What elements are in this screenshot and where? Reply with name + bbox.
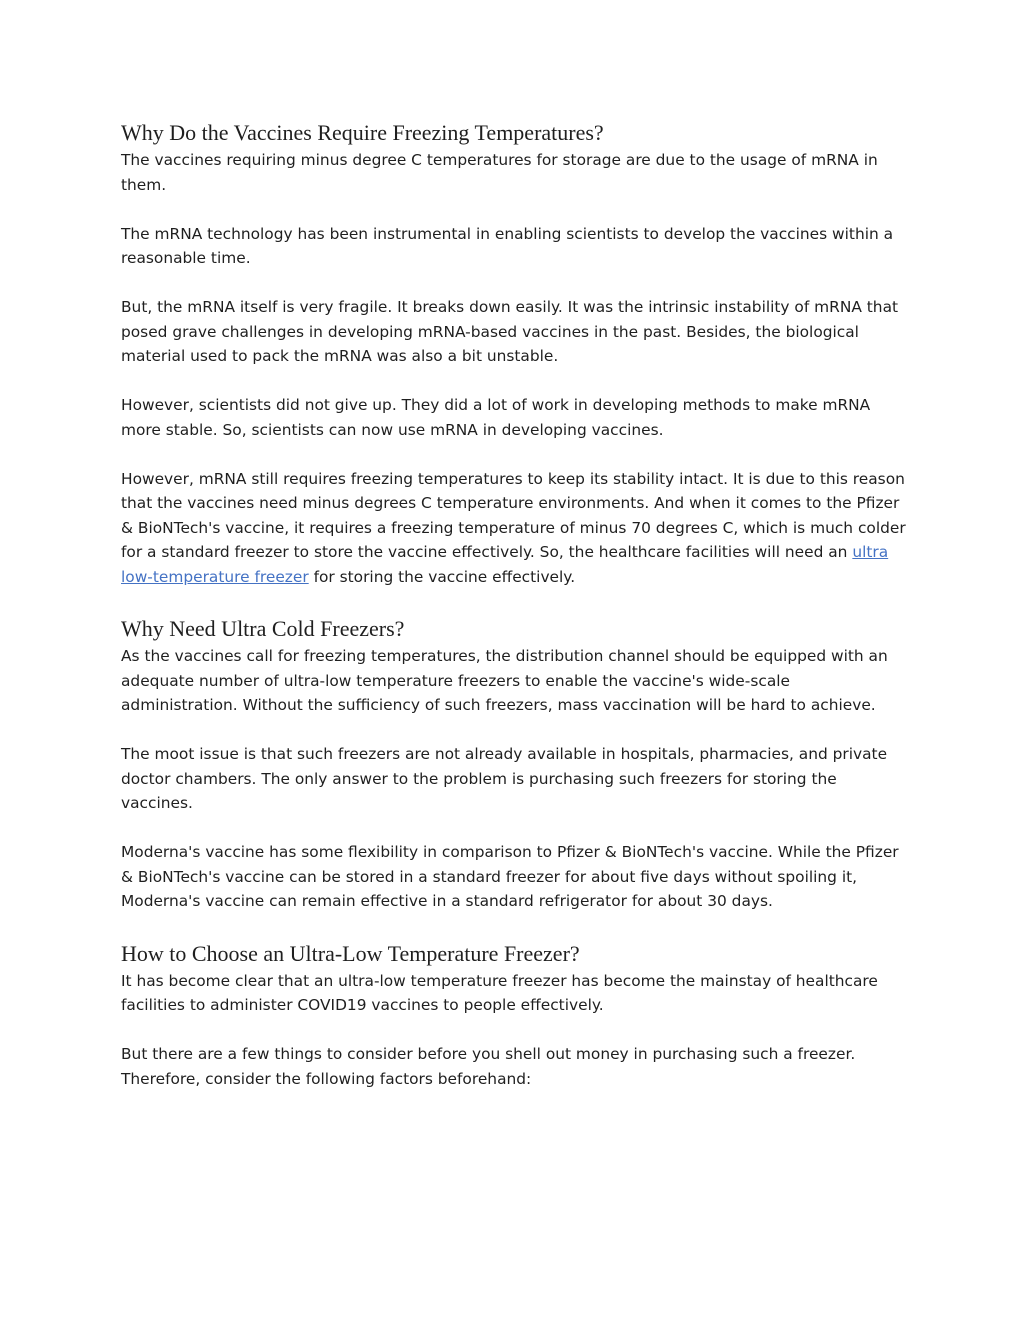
section-heading-choose-freezer: How to Choose an Ultra-Low Temperature Freezer? xyxy=(121,940,580,966)
document-page xyxy=(121,118,911,1091)
paragraph-with-link xyxy=(121,467,911,590)
paragraph: As the vaccines call for freezing temperatures, the distribution channel should be equipped with an adequate number of ultra-low temperature freezers to enable the vaccine's wide-scale administration. Without the sufficiency of such freezers, mass vaccination will be hard to achieve. xyxy=(121,647,888,714)
paragraph: It has become clear that an ultra-low temperature freezer has become the mainstay of healthcare facilities to administer COVID19 vaccines to people effectively. xyxy=(121,971,878,1014)
paragraph: But, the mRNA itself is very fragile. It breaks down easily. It was the intrinsic instability of mRNA that posed grave challenges in developing mRNA-based vaccines in the past. Besides, the biological material used to pack the mRNA was also a bit unstable. xyxy=(121,298,899,365)
paragraph: The mRNA technology has been instrumental in enabling scientists to develop the vaccines within a reasonable time. xyxy=(121,224,894,267)
paragraph-text-after-link: for storing the vaccine effectively. xyxy=(308,567,576,586)
paragraph-text-before-link: However, mRNA still requires freezing temperatures to keep its stability intact. It is due to this reason that the vaccines need minus degrees C temperature environments. And when it comes to the Pfizer & BioNTech's vaccine, it requires a freezing temperature of minus 70 degrees C, which is much colder for a standard freezer to store the vaccine effectively. So, the healthcare facilities will need an xyxy=(121,469,906,561)
paragraph: The moot issue is that such freezers are not already available in hospitals, pharmacies, and private doctor chambers. The only answer to the problem is purchasing such freezers for storing the vaccines. xyxy=(121,745,888,812)
paragraph: Moderna's vaccine has some flexibility in comparison to Pfizer & BioNTech's vaccine. While the Pfizer & BioNTech's vaccine can be stored in a standard freezer for about five days without spoiling it, Moderna's vaccine can remain effective in a standard refrigerator for about 30 days. xyxy=(121,843,899,910)
paragraph: However, scientists did not give up. They did a lot of work in developing methods to make mRNA more stable. So, scientists can now use mRNA in developing vaccines. xyxy=(121,396,871,439)
ultra-low-temperature-freezer-link[interactable]: ultra low-temperature freezer xyxy=(121,543,889,586)
paragraph: The vaccines requiring minus degree C temperatures for storage are due to the usage of mRNA in them. xyxy=(121,151,878,194)
paragraph: But there are a few things to consider before you shell out money in purchasing such a freezer. Therefore, consider the following factors beforehand: xyxy=(121,1045,856,1088)
section-heading-ultra-cold-freezers: Why Need Ultra Cold Freezers? xyxy=(121,616,405,641)
section-heading-freezing-temperatures: Why Do the Vaccines Require Freezing Temperatures? xyxy=(121,120,604,145)
